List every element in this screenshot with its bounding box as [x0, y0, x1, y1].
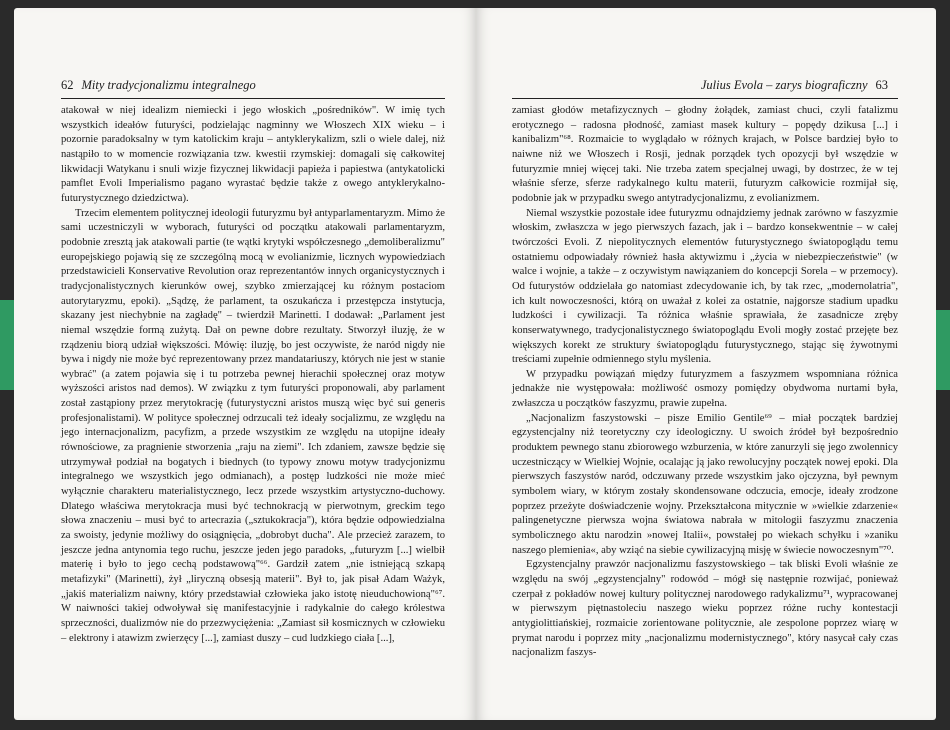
right-paragraph-1: zamiast głodów metafizycznych – głodny żołądek, zamiast chuci, czyli fatalizmu erotycznego – radosna płodność, zamiast masek kultury – popędy dzikusa [...] i kanibalizm"⁶⁸. Rozmaicie to wyglądało w różnych krajach, w Polsce bardziej było to naiwne niż we Włoszech i Rosji, jednak porządek tych opozycji był wszędzie w futuryzmie mniej więcej taki. Nie trzeba zatem specjalnej uwagi, by dostrzec, że w tej właśnie sferze, sferze radykalnego kultu materii, futuryzm całkowicie rozmijał się, podobnie jak w przypadku swego antytradycjonalizmu, z evolianizmem. — [512, 105, 898, 204]
right-page-body — [512, 104, 898, 661]
left-page-number: 62 — [61, 78, 74, 92]
right-paragraph-2: Niemal wszystkie pozostałe idee futuryzmu odnajdziemy jednak zarówno w faszyzmie włoskim, zwłaszcza w jego pierwszych fazach, jak i – bardzo konsekwentnie – w całej twórczości Evoli. Z niepolitycznych elementów futurystycznego światopoglądu temu ostatniemu odpowiadały również hasła aktywizmu i „życia w niebezpieczeństwie" (w walce i wojnie, a także – z oczywistym nawiązaniem do koncepcji Sorela – w przemocy). Od futurystów oddzielała go natomiast zdecydowanie ich, by tak rzec, „modernolatria", ich kult nowoczesności, którą on uważał z kolei za ostatnie, najgorsze stadium upadku ludzkości i cywilizacji. Ta różnica właśnie sprawiała, że zasadnicze zręby konserwatywnego, tradycjonalistycznego światopoglądu Evoli mogły zostać przejęte bez większych korekt ze struktury światopoglądu futurystycznego, stając się żywotnymi treściami zupełnie odmiennego stylu myślenia. — [512, 207, 898, 366]
right-page — [476, 8, 936, 720]
left-running-head — [61, 78, 256, 93]
right-page-number: 63 — [875, 78, 888, 92]
green-background-strip-right — [936, 310, 950, 390]
right-running-head — [701, 78, 888, 93]
left-page-body — [61, 104, 445, 646]
green-background-strip-left — [0, 300, 14, 390]
left-paragraph-2: Trzecim elementem politycznej ideologii futuryzmu był antyparlamentaryzm. Mimo że sami uczestniczyli w wyborach, futuryści od początku atakowali parlamentaryzm, podobnie zresztą jak atakowali partie (te wątki krytyki współczesnego „demoliberalizmu" europejskiego pojawią się ze szczególną mocą w evolianizmie, licznych wypowiedziach przedstawicieli Konservative Revolution oraz reprezentantów innych organicystycznych i tradycjonalistycznych kierunków owej, szybko zmierzającej ku różnym postaciom autorytaryzmu, epoki). „Sądzę, że parlament, ta oszukańcza i przestępcza instytucja, skazany jest niechybnie na zagładę" – twierdził Marinetti. I dodawał: „Parlament jest niemal wszędzie formą zużytą. Dał on pewne dobre rezultaty. Stworzył iluzję, że w rządzeniu biorą udział większości. Mówię: iluzję, bo jest oczywiste, że naród nigdy nie bywa i nigdy nie może być reprezentowany przez mandatariuszy, których nie jest w stanie wybrać" (a zatem pojawia się i tu potrzeba pewnej hierachii społecznej oraz motyw wyższości aristos nad demos). W związku z tym futuryści proponowali, aby parlament został zastąpiony przez merytokrację (futurystyczni aristos muszą więc być sui generis profesjonalistami). W polityce społecznej odrzucali też ideały socjalizmu, ze względu na jego internacjonalizm, pacyfizm, a przede wszystkim ze względu na utopijne ideały równościowe, za pragnienie stworzenia „raju na ziemi". Ich zdaniem, zawsze będzie się utrzymywał podział na bogatych i biednych (to typowy znowu motyw tradycjonizmu integralnego we wszystkich jego odmianach), a postęp ludzkości nie może mieć wyłącznie charakteru materialistycznego, lecz przede wszystkim artystyczno-duchowy. Dlatego właściwa merytokracja musi być technokracją w pierwotnym, greckim tego słowa znaczeniu – musi być to artecrazia („sztukokracja"), która będzie odpowiedzialna za swoisty, jedynie możliwy do osiągnięcia, „dobrobyt ducha". Ale przecież zarazem, to jeszcze jedna antynomia tego ruchu, jeszcze jeden jego paradoks, „futuryzm [...] wielbił materię i było to jego cechą podstawową"⁶⁶. Gardził zatem „nie istniejącą szkapą metafizyki" (Marinetti), żył „liryczną obsesją materii". Był to, jak pisał Adam Ważyk, „jakiś materializm naiwny, który przedstawiał człowieka jako istotę nieuduchowioną"⁶⁷. W naiwności takiej odwoływał się manifestacyjnie i radykalnie do całego królestwa sprzeczności, dualizmów nie do przezwyciężenia: „Zamiast sił kosmicznych w człowieku – elektrony i atawizm zwierzęcy [...], zamiast duszy – cud ludzkiego ciała [...], — [61, 207, 445, 644]
right-paragraph-3: W przypadku powiązań między futuryzmem a faszyzmem wspomniana różnica jednakże nie występowała: możliwość osmozy pomiędzy obydwoma nurtami była, zwłaszcza u początków faszyzmu, prawie zupełna. — [512, 368, 898, 410]
right-running-head-title: Julius Evola – zarys biograficzny — [700, 78, 868, 92]
left-header-rule — [61, 98, 445, 99]
left-running-head-title: Mity tradycjonalizmu integralnego — [81, 78, 256, 92]
right-header-rule — [512, 98, 898, 99]
left-page — [14, 8, 476, 720]
right-paragraph-4: „Nacjonalizm faszystowski – pisze Emilio Gentile⁶⁹ – miał początek bardziej egzystencjalny niż teoretyczny czy ideologiczny. U swoich źródeł był bezpośrednio produktem pewnego stanu zbiorowego wzburzenia, w które zanurzyli się jego zwolennicy uczestniczący w Wielkiej Wojnie, ocalając ją jako rewolucyjny początek nowej epoki. Dla pierwszych faszystów naród, odczuwany przede wszystkim jako ojczyzna, był pewnym symbolem wiary, w którym zostały skondensowane odczucia, emocje, ideały zrodzone poprzez przeżyte doświadczenie wojny. Przekształcona mitycznie w »wielkie zdarzenie« palingenetyczne pierwsza wojna światowa nabrała w mitologii faszyzmu znaczenia symbolicznego aktu narodzin »nowej Italii«, powstałej po wiekach schyłku i »zaniku naszego plemienia«, aby wziąć na siebie cywilizacyjną misję w świecie nowoczesnym"⁷⁰. — [512, 412, 898, 556]
left-paragraph-1: atakował w niej idealizm niemiecki i jego włoskich „pośredników". W imię tych wszystkich ideałów futuryści, podzielając nagminny we Włoszech XIX wieku – i pozornie paradoksalny w tym katolickim kraju – antyklerykalizm, szli o wiele dalej, niż nastąpiło to w momencie rozwiązania tzw. kwestii rzymskiej: domagali się całkowitej likwidacji Watykanu i snuli wizje fizycznej likwidacji papieża i papiestwa (antykatolicki pamflet Evoli Imperialismo pagano wyrastać będzie także z owego antyklerykalno-futurystycznego dziedzictwa). — [61, 105, 445, 204]
right-paragraph-5: Egzystencjalny prawzór nacjonalizmu faszystowskiego – tak bliski Evoli właśnie ze względu na swój „egzystencjalny" rodowód – mógł się następnie rozwijać, ponieważ czerpał z pokładów nowej kultury politycznej narodowego radykalizmu⁷¹, wypracowanej w pierwszym piętnastoleciu naszego wieku poprzez różne ruchy kontestacji antygiolittiańskiej, rozmaicie zorientowane politycznie, ale zespolone poprzez wiarę w prymat narodu i poprzez mity „nacjonalizmu modernistycznego", który nasycał cały czas nacjonalizm faszys- — [512, 559, 898, 659]
